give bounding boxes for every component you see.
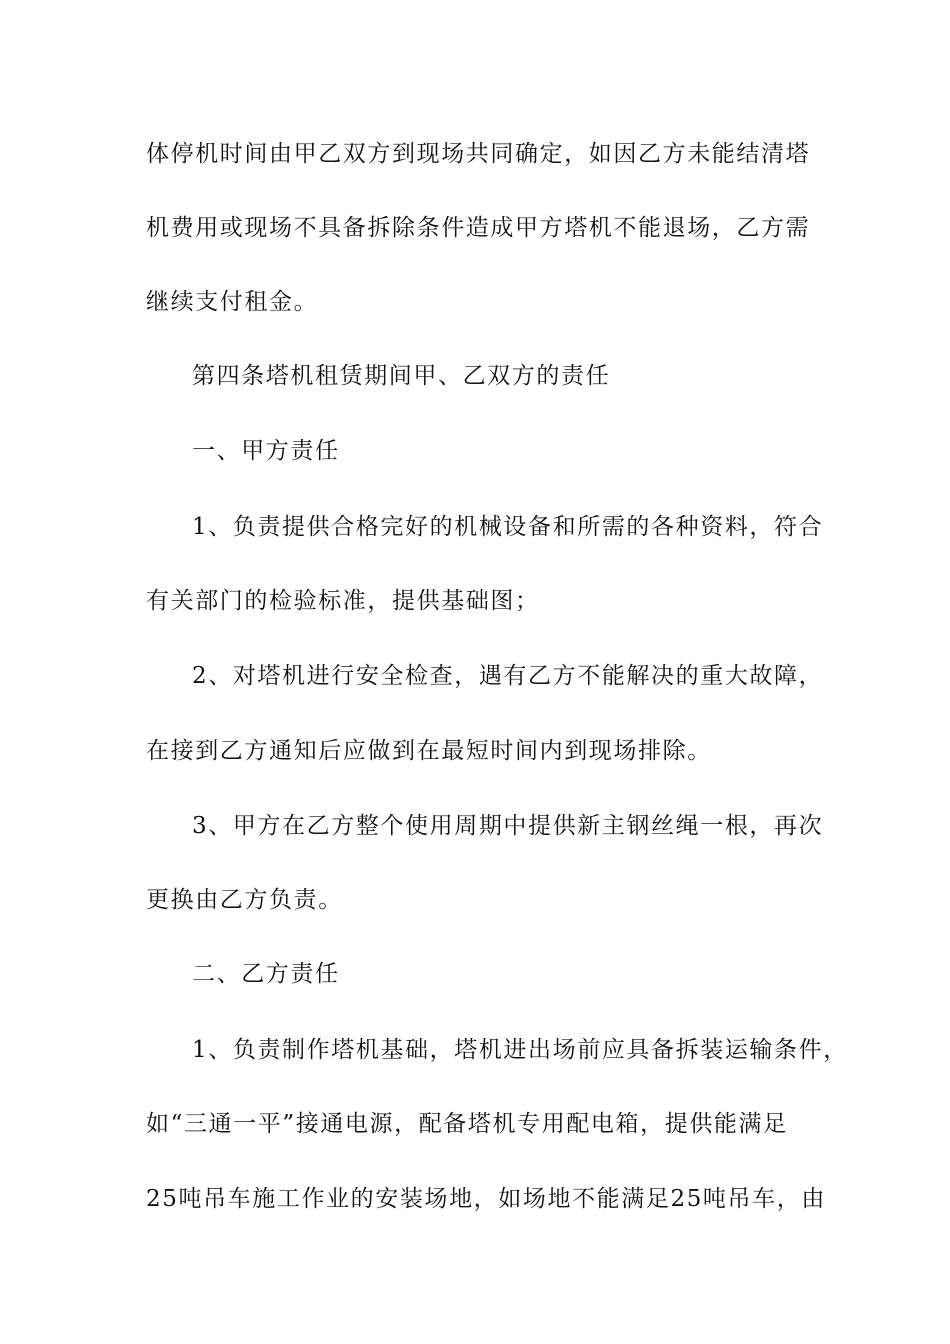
paragraph-line: 体停机时间由甲乙双方到现场共同确定，如因乙方未能结清塔: [146, 141, 811, 167]
paragraph-line: 机费用或现场不具备拆除条件造成甲方塔机不能退场，乙方需: [146, 215, 811, 241]
subsection-heading: 一、甲方责任: [192, 438, 340, 464]
paragraph-line: 25吨吊车施工作业的安装场地，如场地不能满足25吨吊车，由: [146, 1186, 826, 1212]
paragraph-line: 更换由乙方负责。: [146, 887, 343, 913]
paragraph-line: 1、负责提供合格完好的机械设备和所需的各种资料，符合: [192, 514, 824, 540]
paragraph-line: 有关部门的检验标准，提供基础图；: [146, 588, 540, 614]
paragraph-line: 继续支付租金。: [146, 289, 319, 315]
paragraph-line: 3、甲方在乙方整个使用周期中提供新主钢丝绳一根，再次: [192, 813, 824, 839]
paragraph-line: 如“三通一平”接通电源，配备塔机专用配电箱，提供能满足: [146, 1111, 788, 1137]
paragraph-line: 2、对塔机进行安全检查，遇有乙方不能解决的重大故障，: [192, 663, 824, 689]
paragraph-line: 在接到乙方通知后应做到在最短时间内到现场排除。: [146, 738, 712, 764]
section-heading: 第四条塔机租赁期间甲、乙双方的责任: [192, 363, 611, 389]
paragraph-line: 1、负责制作塔机基础，塔机进出场前应具备拆装运输条件，: [192, 1037, 848, 1063]
subsection-heading: 二、乙方责任: [192, 961, 340, 987]
